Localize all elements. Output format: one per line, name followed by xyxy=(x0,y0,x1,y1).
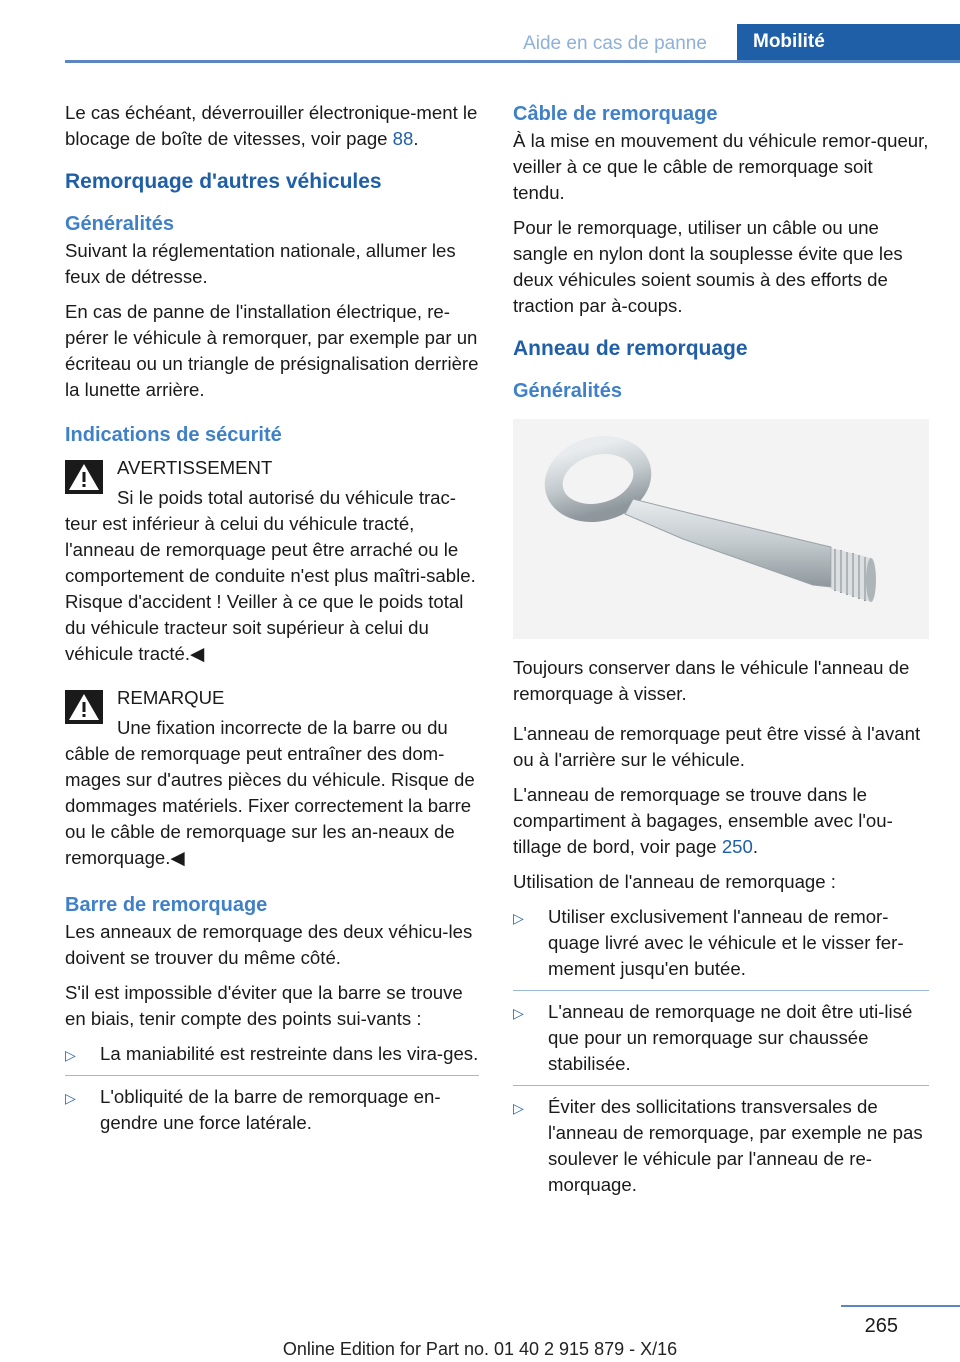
ring-paragraph-3 xyxy=(513,782,929,860)
intro-paragraph xyxy=(65,100,479,152)
list-item xyxy=(513,1085,929,1198)
warning-first-line-2: Une fixation incorrecte de la barre ou du xyxy=(117,717,448,738)
warning-triangle-icon xyxy=(65,460,103,494)
triangle-bullet-icon: ▷ xyxy=(513,1100,524,1116)
header-section-title: Aide en cas de panne xyxy=(523,33,707,54)
heading-general: Généralités xyxy=(65,213,174,235)
bar-list xyxy=(65,1041,479,1136)
edition-footer: Online Edition for Part no. 01 40 2 915 879 - X/16 xyxy=(282,1339,678,1359)
warning-body-2: câble de remorquage peut entraîner des dom-mages sur d'autres pièces du véhicule. Risque de dommages matériels. Fixer correctement la barre ou le câble de remorquage sur les an-neaux de remorquage.◀ xyxy=(65,743,475,868)
bar-paragraph-1: Les anneaux de remorquage des deux véhicu-les doivent se trouver du même côté. xyxy=(65,921,473,968)
list-item-text: Éviter des sollicitations transversales de l'anneau de remorquage, par exemple ne pas soulever le véhicule par l'anneau de re-morquage. xyxy=(548,1096,923,1195)
page-link-250[interactable]: 250 xyxy=(721,836,753,857)
page-number: 265 xyxy=(864,1315,898,1337)
intro-text: Le cas échéant, déverrouiller électronique-ment le blocage de boîte de vitesses, voir page xyxy=(65,102,478,149)
header-chapter-tab: Mobilité xyxy=(737,24,960,60)
list-item xyxy=(65,1041,479,1067)
page-link-88[interactable]: 88 xyxy=(392,128,414,149)
tow-ring-illustration xyxy=(513,419,929,639)
warning-first-line-1: Si le poids total autorisé du véhicule trac- xyxy=(117,487,456,508)
heading-tow-bar: Barre de remorquage xyxy=(65,894,268,916)
cable-paragraph-1: À la mise en mouvement du véhicule remor-queur, veiller à ce que le câble de remorquage soit tendu. xyxy=(513,130,929,203)
footer-rule xyxy=(841,1305,960,1307)
header-rule xyxy=(65,60,960,63)
right-column xyxy=(513,100,929,1206)
warning-block-1 xyxy=(65,455,479,667)
triangle-bullet-icon: ▷ xyxy=(513,910,524,926)
list-item xyxy=(513,904,929,982)
heading-tow-cable: Câble de remorquage xyxy=(513,103,718,125)
list-item xyxy=(65,1075,479,1136)
ring-paragraph-1: Toujours conserver dans le véhicule l'anneau de remorquage à visser. xyxy=(513,657,910,704)
cable-paragraph-2: Pour le remorquage, utiliser un câble ou une sangle en nylon dont la souplesse évite que les deux véhicules soient soumis à des efforts de traction par à-coups. xyxy=(513,217,903,316)
warning-title-2: REMARQUE xyxy=(117,687,225,708)
heading-tow-ring: Anneau de remorquage xyxy=(513,337,748,360)
warning-triangle-icon xyxy=(65,690,103,724)
list-item-text: La maniabilité est restreinte dans les vira-ges. xyxy=(100,1043,479,1064)
general-paragraph-1: Suivant la réglementation nationale, allumer les feux de détresse. xyxy=(65,240,456,287)
triangle-bullet-icon: ▷ xyxy=(513,1005,524,1021)
left-column xyxy=(65,100,479,1144)
list-item-text: L'anneau de remorquage ne doit être uti-lisé que pour un remorquage sur chaussée stabilisée. xyxy=(548,1001,913,1074)
ring-paragraph-3-text: L'anneau de remorquage se trouve dans le compartiment à bagages, ensemble avec l'ou-tillage de bord, voir page xyxy=(513,784,893,857)
ring-usage-list xyxy=(513,904,929,1198)
warning-block-2 xyxy=(65,685,479,871)
intro-end: . xyxy=(413,128,419,149)
heading-towing-others: Remorquage d'autres véhicules xyxy=(65,170,382,193)
warning-body-1: teur est inférieur à celui du véhicule tracté, l'anneau de remorquage peut être arraché ou le comportement de conduite n'est plus maîtri-sable. Risque d'accident ! Veiller à ce que le poids total du véhicule tracteur soit supérieur à celui du véhicule tracté.◀ xyxy=(65,513,476,664)
triangle-bullet-icon: ▷ xyxy=(65,1090,76,1106)
bar-paragraph-2: S'il est impossible d'éviter que la barre se trouve en biais, tenir compte des points sui-vants : xyxy=(65,982,463,1029)
tow-ring-image xyxy=(513,419,929,639)
list-item-text: L'obliquité de la barre de remorquage en-gendre une force latérale. xyxy=(100,1086,441,1133)
general-paragraph-2: En cas de panne de l'installation électrique, re-pérer le véhicule à remorquer, par exemple par un écriteau ou un triangle de présignalisation derrière la lunette arrière. xyxy=(65,301,479,400)
ring-paragraph-2: L'anneau de remorquage peut être vissé à l'avant ou à l'arrière sur le véhicule. xyxy=(513,723,921,770)
heading-safety: Indications de sécurité xyxy=(65,424,282,446)
list-item xyxy=(513,990,929,1077)
triangle-bullet-icon: ▷ xyxy=(65,1047,76,1063)
warning-title-1: AVERTISSEMENT xyxy=(117,457,273,478)
list-item-text: Utiliser exclusivement l'anneau de remor-quage livré avec le véhicule et le visser fer-mement jusqu'en butée. xyxy=(548,906,904,979)
heading-general-right: Généralités xyxy=(513,380,622,402)
ring-paragraph-3-end: . xyxy=(752,836,759,857)
ring-paragraph-4: Utilisation de l'anneau de remorquage : xyxy=(513,871,836,892)
